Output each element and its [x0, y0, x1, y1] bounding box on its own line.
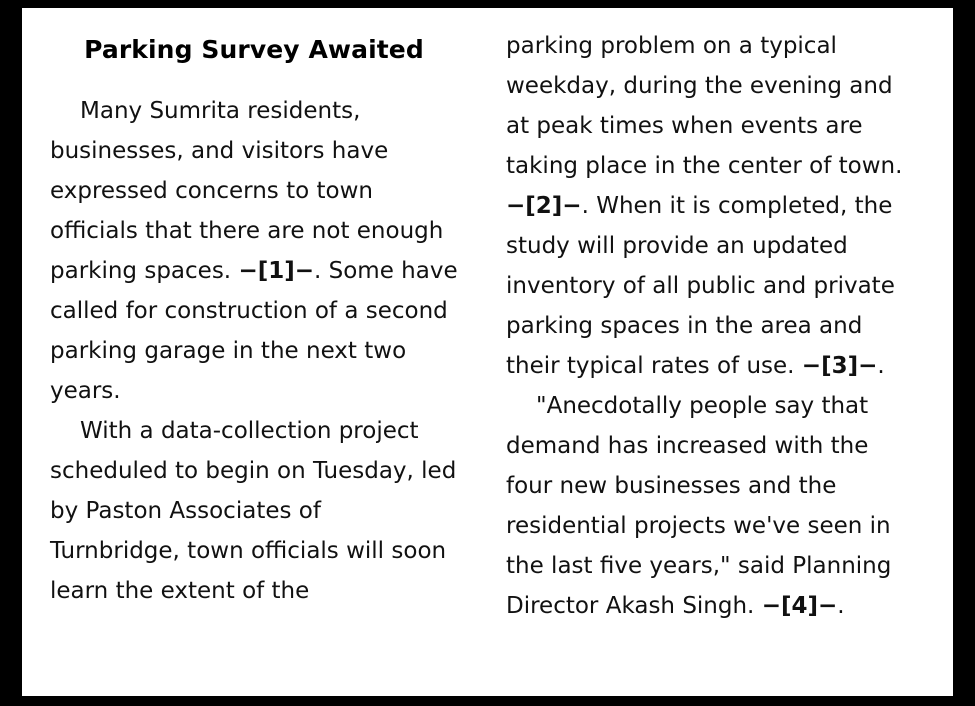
left-column — [50, 26, 458, 686]
page-title: Parking Survey Awaited — [84, 35, 424, 64]
paragraph: With a data-collection project scheduled to begin on Tuesday, led by Paston Associates of Turnbridge, town officials will soon learn the extent of the — [50, 418, 457, 605]
paragraph: "Anecdotally people say that demand has increased with the four new businesses and the residential projects we've seen in the last five years," said Planning Director Akash Singh. −[4]−. — [506, 393, 892, 619]
right-column — [506, 26, 914, 686]
paragraph: parking problem on a typical weekday, during the evening and at peak times when events are taking place in the center of town. −[2]−. When it is completed, the study will provide an updated inventory of all public and private parking spaces in the area and their typical rates of use. −[3]−. — [506, 33, 903, 379]
two-column-layout — [50, 26, 925, 686]
paragraph: Many Sumrita residents, businesses, and visitors have expressed concerns to town officials that there are not enough parking spaces. −[1]−. Some have called for construction of a second parking garage in the next two years. — [50, 98, 458, 405]
document-page — [22, 8, 953, 696]
